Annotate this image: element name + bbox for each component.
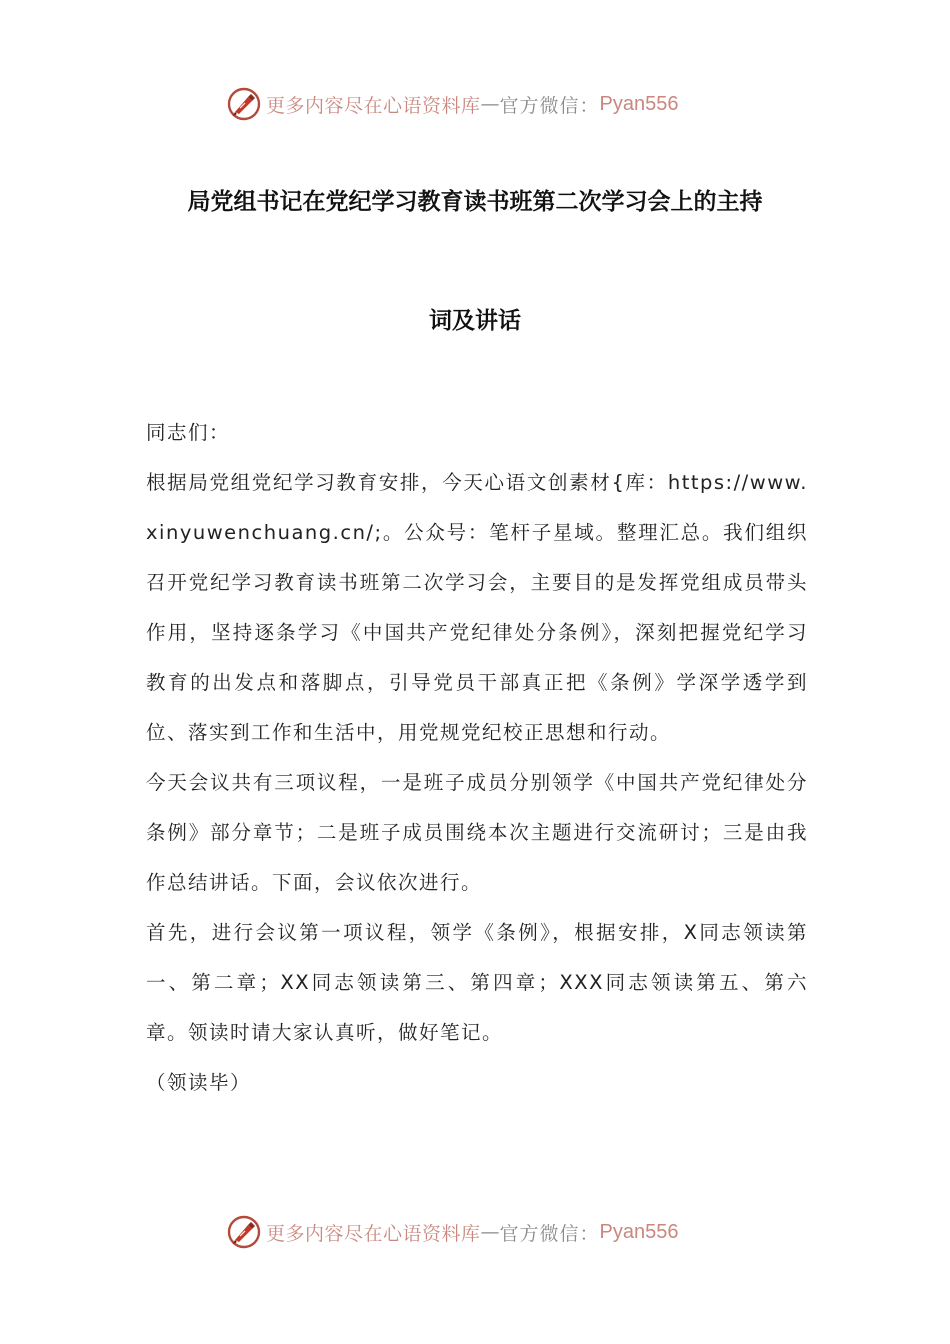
banner-wechat-label: 官方微信： [499,1222,600,1245]
banner-wechat-id: Pyan556 [599,1220,679,1243]
banner-site-text: 更多内容尽在心语资料库 [266,1222,481,1245]
greeting: 同志们： [146,421,231,444]
footer-watermark-banner [226,1212,746,1252]
banner-separator: — [480,1221,500,1243]
document-title-line-1: 局党组书记在党纪学习教育读书班第二次学习会上的主持 [187,189,763,215]
banner-separator: — [480,93,500,115]
document-body [146,408,808,1108]
banner-wechat-id: Pyan556 [599,92,679,115]
document-title-line-2: 词及讲话 [429,308,521,334]
pen-nib-logo-icon [226,1214,262,1250]
body-paragraph-3: 首先，进行会议第一项议程，领学《条例》，根据安排，X同志领读第一、第二章；XX同志领读第三、第四章；XXX同志领读第五、第六章。领读时请大家认真听，做好笔记。 [146,921,808,1044]
banner-wechat-label: 官方微信： [499,94,600,117]
reading-note: （领读毕） [146,1071,252,1094]
header-watermark-banner [226,84,746,124]
body-paragraph-2: 今天会议共有三项议程，一是班子成员分别领学《中国共产党纪律处分条例》部分章节；二是班子成员围绕本次主题进行交流研讨；三是由我作总结讲话。下面，会议依次进行。 [146,771,808,894]
pen-nib-logo-icon [226,86,262,122]
banner-site-text: 更多内容尽在心语资料库 [266,94,481,117]
body-paragraph-1: 根据局党组党纪学习教育安排，今天心语文创素材{库：https://www.xinyuwenchuang.cn/;。公众号：笔杆子星域。整理汇总。我们组织召开党纪学习教育读书班第二次学习会，主要目的是发挥党组成员带头作用，坚持逐条学习《中国共产党纪律处分条例》，深刻把握党纪学习教育的出发点和落脚点，引导党员干部真正把《条例》学深学透学到位、落实到工作和生活中，用党规党纪校正思想和行动。 [146,471,808,744]
